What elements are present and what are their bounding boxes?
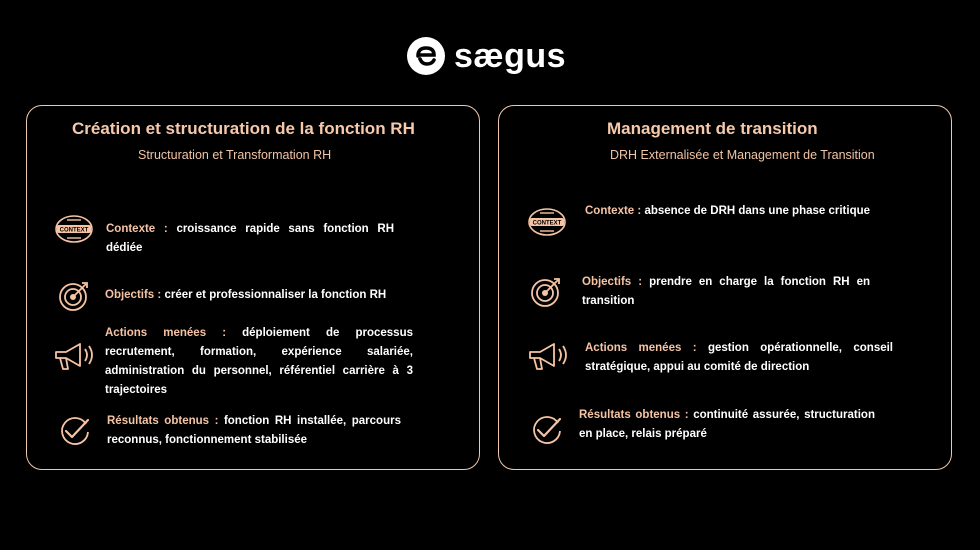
check-circle-icon (57, 414, 93, 455)
megaphone-icon (526, 339, 570, 380)
item-body: croissance rapide sans fonction RH dédiée (106, 223, 394, 254)
item-label: Objectifs (582, 276, 632, 288)
item-body: déploiement de processus recrutement, formation, expérience salariée, administration du personnel, référentiel carrière à 3 trajectoires (105, 327, 413, 396)
item-body: gestion opérationnelle, conseil stratégique, appui au comité de direction (585, 342, 893, 373)
card-title: Création et structuration de la fonction RH (72, 119, 415, 138)
card-transition-management (498, 105, 952, 470)
context-badge-icon (54, 214, 94, 249)
item-label: Objectifs (105, 289, 155, 301)
card-title: Management de transition (607, 119, 818, 138)
item-label: Résultats obtenus (579, 409, 681, 421)
megaphone-icon (52, 339, 96, 380)
card-subtitle: DRH Externalisée et Management de Transition (610, 148, 875, 162)
item-label: Contexte (585, 205, 635, 217)
brand-name: sægus (454, 37, 567, 75)
item-body: fonction RH installée, parcours reconnus, fonctionnement stabilisée (107, 415, 401, 446)
item-label: Résultats obtenus (107, 415, 210, 427)
item-label: Actions menées (585, 342, 682, 354)
item-body: prendre en charge la fonction RH en transition (582, 276, 870, 307)
target-icon (57, 279, 91, 318)
item-text: Résultats obtenus : fonction RH installée, parcours reconnus, fonctionnement stabilisée (107, 415, 401, 446)
item-text: Objectifs : prendre en charge la fonction RH en transition (582, 276, 870, 307)
item-text: Actions menées : gestion opérationnelle, conseil stratégique, appui au comité de direction (585, 342, 893, 373)
item-body: continuité assurée, structuration en place, relais préparé (579, 409, 875, 440)
context-badge-text: CONTEXT (59, 227, 89, 234)
item-body: créer et professionnaliser la fonction RH (164, 289, 387, 301)
card-subtitle: Structuration et Transformation RH (138, 148, 332, 162)
context-badge-icon (527, 207, 567, 242)
check-circle-icon (529, 413, 565, 454)
item-text: Contexte : absence de DRH dans une phase critique (585, 205, 871, 217)
item-text: Résultats obtenus : continuité assurée, structuration en place, relais préparé (579, 409, 875, 440)
saegus-logo (407, 36, 566, 76)
context-badge-text: CONTEXT (532, 220, 562, 227)
logo-mark-icon (407, 37, 445, 75)
card-hr-structuring (26, 105, 480, 470)
item-text: Objectifs : créer et professionnaliser la fonction RH (105, 289, 387, 301)
item-text: Actions menées : déploiement de processus recrutement, formation, expérience salariée, administration du personnel, référentiel carrière à 3 trajectoires (105, 327, 413, 396)
item-body: absence de DRH dans une phase critique (644, 205, 871, 217)
item-label: Actions menées (105, 327, 207, 339)
item-label: Contexte (106, 223, 156, 235)
item-text: Contexte : croissance rapide sans fonction RH dédiée (106, 223, 394, 254)
target-icon (529, 275, 563, 314)
